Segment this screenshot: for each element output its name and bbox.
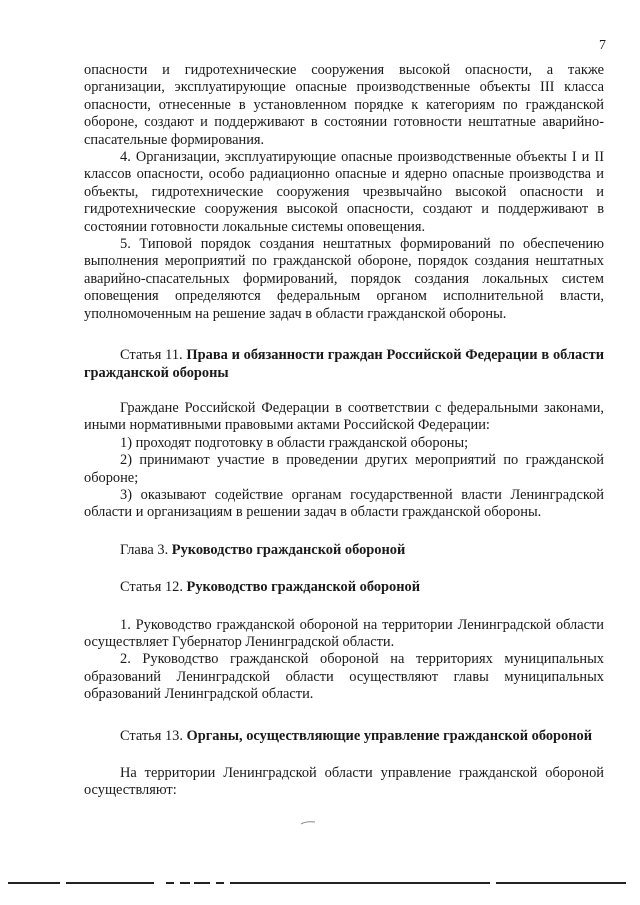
paragraph: 5. Типовой порядок создания нештатных формирований по обеспечению выполнения мероприятий по гражданской обороне, порядок создания нештатных аварийно-спасательных формирований, порядок создания локальных систем оповещения определяются федеральным органом исполнительной власти, уполномоченным на решение задач в области гражданской обороны.	[84, 236, 604, 322]
chapter-3-title: Руководство гражданской обороной	[171, 541, 406, 558]
article-11-intro: Граждане Российской Федерации в соответствии с федеральными законами, иными нормативными правовыми актами Российской Федерации:	[84, 399, 604, 434]
document-body	[84, 62, 604, 800]
article-12-title: Руководство гражданской обороной	[186, 579, 421, 596]
article-11-prefix: Статья 11.	[120, 347, 187, 364]
article-13-prefix: Статья 13.	[120, 727, 187, 744]
article-12-heading	[84, 579, 604, 596]
chapter-3-heading	[84, 542, 604, 559]
paragraph: опасности и гидротехнические сооружения высокой опасности, а также организации, эксплуатирующие опасные производственные объекты III класса опасности, отнесенные в установленном порядке к категориям по гражданской обороне, создают и поддерживают в состоянии готовности нештатные аварийно-спасательные формирования.	[84, 62, 604, 148]
article-13-title: Органы, осуществляющие управление гражданской обороной	[186, 727, 592, 744]
article-12-prefix: Статья 12.	[120, 579, 187, 596]
article-13-paragraph-1: На территории Ленинградской области управление гражданской обороной осуществляют:	[84, 765, 604, 799]
article-12-paragraph-1: 1. Руководство гражданской обороной на территории Ленинградской области осуществляет Губернатор Ленинградской области.	[84, 616, 604, 650]
article-11-heading	[84, 347, 604, 382]
article-13-heading	[84, 728, 604, 745]
chapter-3-prefix: Глава 3.	[120, 541, 172, 558]
article-11-item-1: 1) проходят подготовку в области гражданской обороны;	[120, 434, 469, 451]
scan-mark	[300, 820, 316, 826]
article-11-item-2: 2) принимают участие в проведении других мероприятий по гражданской обороне;	[84, 452, 604, 486]
article-12-paragraph-2: 2. Руководство гражданской обороной на территориях муниципальных образований Ленинградской области осуществляют главы муниципальных образований Ленинградской области.	[84, 651, 604, 703]
page-number: 7	[599, 38, 606, 53]
article-11-title: Права и обязанности граждан Российской Федерации в области гражданской обороны	[84, 347, 604, 381]
scan-footer-lines	[0, 882, 640, 886]
paragraph: 4. Организации, эксплуатирующие опасные производственные объекты I и II классов опасности, особо радиационно опасные и ядерно опасные производства и объекты, гидротехнические сооружения чрезвычайно высокой опасности и гидротехнические сооружения высокой опасности, создают и поддерживают в состоянии готовности локальные системы оповещения.	[84, 149, 604, 235]
article-11-item-3: 3) оказывают содействие органам государственной власти Ленинградской области и организациям в решении задач в области гражданской обороны.	[84, 486, 604, 521]
